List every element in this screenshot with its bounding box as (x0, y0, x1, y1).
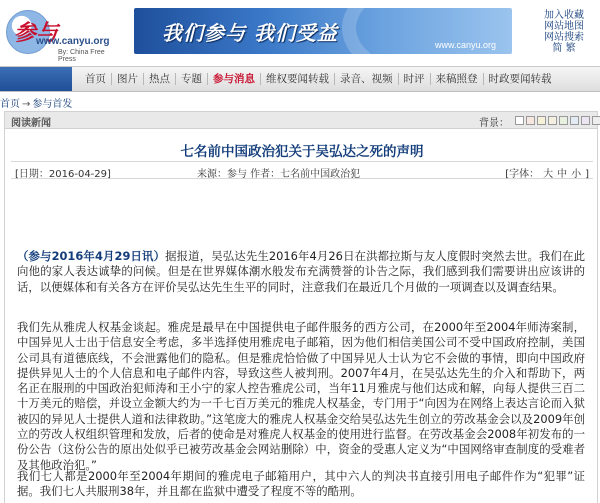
article-container (4, 129, 598, 503)
article-title: 七名前中国政治犯关于吴弘达之死的声明 (180, 144, 424, 160)
nav-item-commentary[interactable]: 时评 (399, 73, 431, 85)
font-close: ] (585, 169, 589, 180)
article-date: [日期：2016-04-29] (15, 169, 111, 180)
article-source: 来源：参与 作者：七名前中国政治犯 (197, 169, 361, 180)
simplified-traditional-link[interactable]: 简 繁 (552, 43, 576, 54)
banner-slogan: 我们参与 我们受益 (162, 21, 338, 45)
font-size-small[interactable]: 小 (571, 169, 582, 180)
site-logo[interactable] (6, 6, 124, 63)
font-size-controls (503, 165, 591, 180)
font-size-large[interactable]: 大 (543, 169, 554, 180)
header-banner (134, 8, 512, 54)
font-label: [字体： (505, 169, 540, 180)
banner-url: www.canyu.org (434, 40, 496, 50)
bg-swatch[interactable] (526, 116, 535, 125)
background-swatches (515, 116, 600, 125)
bg-swatch[interactable] (581, 116, 590, 125)
nav-item-pictures[interactable]: 图片 (112, 73, 144, 85)
nav-item-politics-news[interactable]: 时政要闻转载 (488, 73, 552, 85)
nav-item-audio-video[interactable]: 录音、视频 (335, 73, 399, 85)
breadcrumb-home[interactable]: 首页 (0, 99, 20, 110)
bg-swatch[interactable] (559, 116, 568, 125)
logo-url: www.canyu.org (36, 36, 110, 47)
section-label: 阅读新闻 (11, 118, 51, 129)
paragraph-1-text: 据报道，吴弘达先生2016年4月26日在洪都拉斯与友人度假时突然去世。我们在此向他的家人表达诚挚的问候。但是在世界媒体潮水般发布充满赞誉的讣告之际，我们感到我们需要讲出应该讲的话，以便媒体和有关各方在评价吴弘达先生生平的同时，注意我们在最近几个月做的一项调查以及调查结果。 (17, 249, 586, 294)
article-meta (11, 161, 593, 179)
article-paragraph-3: 我们七人都是2000年至2004年期间的雅虎电子邮箱用户，其中六人的判决书直接引用电子邮件作为“犯罪”证据。我们七人共服刑38年，并且都在监狱中遭受了程度不等的酷刑。 (17, 469, 585, 499)
main-nav (0, 66, 600, 92)
nav-item-home[interactable]: 首页 (80, 73, 112, 85)
breadcrumb-section[interactable]: 参与首发 (32, 99, 73, 110)
breadcrumb-arrow-icon: → (22, 99, 31, 110)
bg-swatch[interactable] (537, 116, 546, 125)
add-favorite-link[interactable]: 加入收藏 (544, 10, 584, 21)
site-header (0, 0, 600, 66)
article-paragraph-2: 我们先从雅虎人权基金谈起。雅虎是最早在中国提供电子邮件服务的西方公司，在2000年至2004年师涛案制，中国异见人士出于信息安全考虑，多半选择使用雅虎电子邮箱，因为他们相信美国公司不受中国政府控制，美国公司具有道德底线，不会泄露他们的隐私。但是雅虎恰恰做了中国异见人士认为它不会做的事情，即向中国政府提供异见人士的个人信息和电子邮件内容，导致这些人被判刑。2007年4月，在吴弘达先生的介入和帮助下，两名正在服刑的中国政治犯师涛和王小宁的家人控告雅虎公司，当年11月雅虎与他们达成和解，向每人提供三百二十万美元的赔偿，并设立金额大约为一千七百万美元的雅虎人权基金，专门用于“向因为在网络上表达言论而入狱被囚的异见人士提供人道和法律救助。”这笔庞大的雅虎人权基金交给吴弘达先生创立的劳改基金会以及2009年创立的劳改人权组织管理和发放，后者的使命是对雅虎人权基金的使用进行监督。在劳改基金会2008年初发布的一份公告（这份公告的原出处似乎已被劳改基金会网站删除）中，资金的受惠人定义为“中国网络审查制度的受难者及其他政治犯。” (17, 320, 585, 472)
logo-subtitle: By: China Free Press (58, 49, 105, 63)
article-paragraph-1 (17, 249, 585, 295)
font-size-medium[interactable]: 中 (557, 169, 568, 180)
nav-item-rights-news[interactable]: 维权要闻转载 (261, 73, 335, 85)
site-map-link[interactable]: 网站地图 (544, 21, 584, 32)
breadcrumb (0, 95, 72, 110)
nav-item-hot[interactable]: 热点 (144, 73, 176, 85)
site-search-link[interactable]: 网站搜索 (544, 32, 584, 43)
nav-accent-block (0, 67, 72, 91)
bg-swatch[interactable] (592, 116, 600, 125)
bg-swatch[interactable] (570, 116, 579, 125)
nav-item-canyu-news[interactable]: 参与消息 (208, 73, 261, 85)
nav-item-submissions[interactable]: 来稿照登 (431, 73, 484, 85)
bg-swatch[interactable] (515, 116, 524, 125)
bg-swatch[interactable] (548, 116, 557, 125)
background-label: 背景： (479, 118, 509, 129)
top-links (532, 10, 596, 54)
article-lead: （参与2016年4月29日讯） (17, 249, 166, 263)
logo-text: 参与 (14, 20, 59, 46)
read-news-bar (4, 111, 598, 129)
nav-item-topics[interactable]: 专题 (176, 73, 208, 85)
